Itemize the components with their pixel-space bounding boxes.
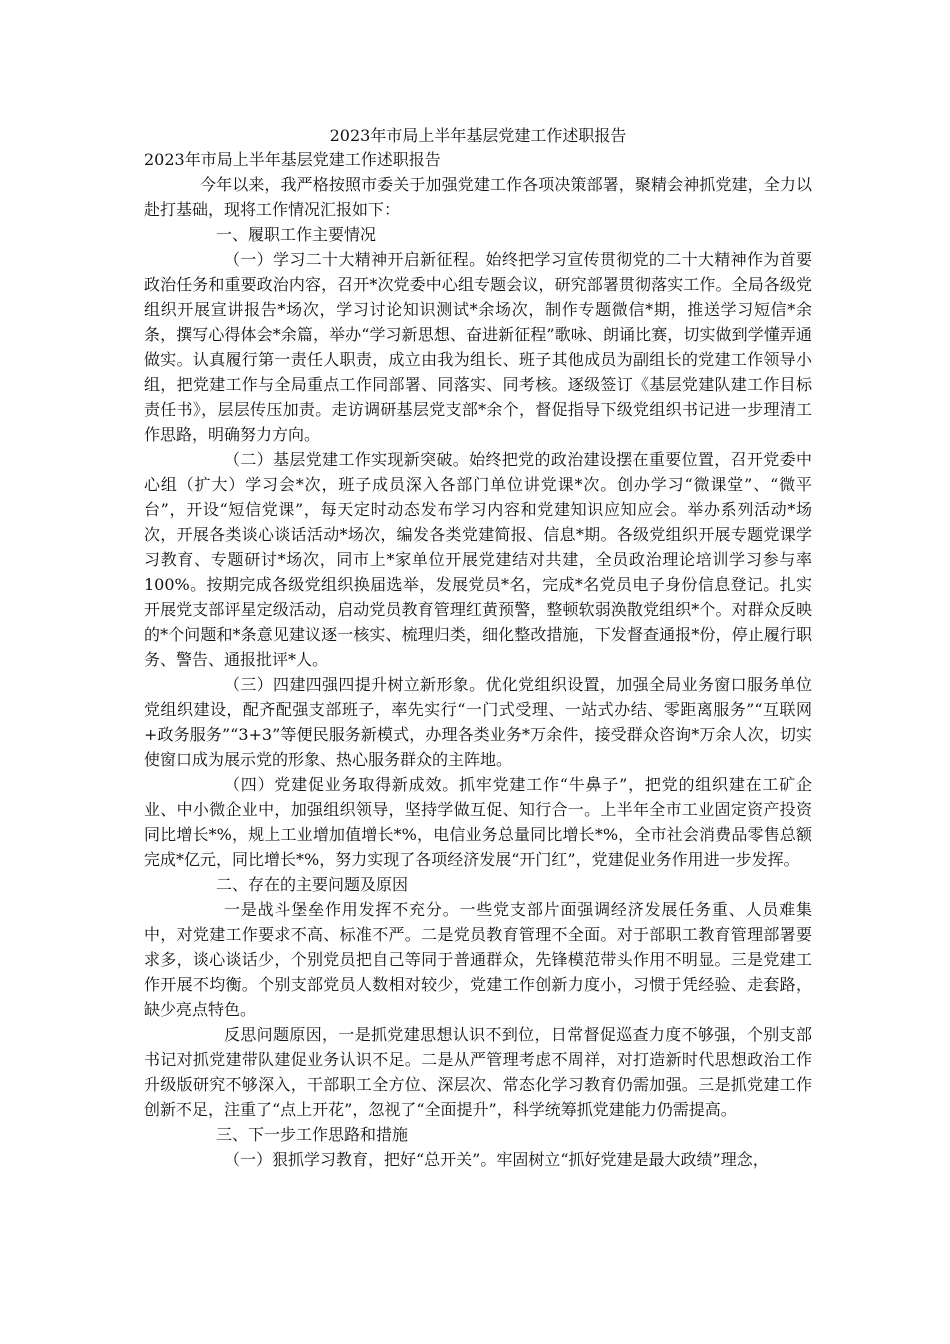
section-1-heading: 一、履职工作主要情况 bbox=[216, 225, 377, 244]
section-1-paragraph-2: （二）基层党建工作实现新突破。始终把党的政治建设摆在重要位置，召开党委中心组（扩大）学习会*次，班子成员深入各部门单位讲党课*次。创办学习“微课堂”、“微平台”，开设“短信党课”，每天定时动态发布学习内容和党建知识应知应会。举办系列活动*场次，开展各类谈心谈话活动*场次，编发各类党建简报、信息*期。各级党组织开展专题党课学习教育、专题研讨*场次，同市上*家单位开展党建结对共建，全员政治理论培训学习参与率100%。按期完成各级党组织换届选举，发展党员*名，完成*名党员电子身份信息登记。扎实开展党支部评星定级活动，启动党员教育管理红黄预警，整顿软弱涣散党组织*个。对群众反映的*个问题和*条意见建议逐一核实、梳理归类，细化整改措施，下发督查通报*份，停止履行职务、警告、通报批评*人。 bbox=[144, 450, 812, 669]
section-2-paragraph-2: 反思问题原因，一是抓党建思想认识不到位，日常督促巡查力度不够强，个别支部书记对抓党建带队建促业务认识不足。二是从严管理考虑不周祥，对打造新时代思想政治工作升级版研究不够深入，干部职工全方位、深层次、常态化学习教育仍需加强。三是抓党建工作创新不足，注重了“点上开花”，忽视了“全面提升”，科学统筹抓党建能力仍需提高。 bbox=[144, 1025, 812, 1119]
section-2-heading: 二、存在的主要问题及原因 bbox=[216, 875, 409, 894]
document-title: 2023年市局上半年基层党建工作述职报告 bbox=[329, 126, 627, 145]
document-subtitle: 2023年市局上半年基层党建工作述职报告 bbox=[144, 150, 441, 169]
intro-paragraph: 今年以来，我严格按照市委关于加强党建工作各项决策部署，聚精会神抓党建，全力以赴打基础，现将工作情况汇报如下： bbox=[144, 175, 812, 219]
section-3-heading: 三、下一步工作思路和措施 bbox=[216, 1125, 409, 1144]
section-3-paragraph-1: （一）狠抓学习教育，把好“总开关”。牢固树立“抓好党建是最大政绩”理念， bbox=[224, 1150, 769, 1169]
section-1-paragraph-4: （四）党建促业务取得新成效。抓牢党建工作“牛鼻子”，把党的组织建在工矿企业、中小微企业中，加强组织领导，坚持学做互促、知行合一。上半年全市工业固定资产投资同比增长*%，规上工业增加值增长*%，电信业务总量同比增长*%，全市社会消费品零售总额完成*亿元，同比增长*%，努力实现了各项经济发展“开门红”，党建促业务作用进一步发挥。 bbox=[144, 775, 812, 869]
section-1-paragraph-1: （一）学习二十大精神开启新征程。始终把学习宣传贯彻党的二十大精神作为首要政治任务和重要政治内容，召开*次党委中心组专题会议，研究部署贯彻落实工作。全局各级党组织开展宣讲报告*场次，学习讨论知识测试*余场次，制作专题微信*期，推送学习短信*余条，撰写心得体会*余篇，举办“学习新思想、奋进新征程”歌咏、朗诵比赛，切实做到学懂弄通做实。认真履行第一责任人职责，成立由我为组长、班子其他成员为副组长的党建工作领导小组，把党建工作与全局重点工作同部署、同落实、同考核。逐级签订《基层党建队建工作目标责任书》，层层传压加责。走访调研基层党支部*余个，督促指导下级党组织书记进一步理清工作思路，明确努力方向。 bbox=[144, 250, 812, 444]
section-2-paragraph-1: 一是战斗堡垒作用发挥不充分。一些党支部片面强调经济发展任务重、人员难集中，对党建工作要求不高、标准不严。二是党员教育管理不全面。对于部职工教育管理部署要求多，谈心谈话少，个别党员把自己等同于普通群众，先锋模范带头作用不明显。三是党建工作开展不均衡。个别支部党员人数相对较少，党建工作创新力度小，习惯于凭经验、走套路，缺少亮点特色。 bbox=[144, 900, 812, 1019]
section-1-paragraph-3: （三）四建四强四提升树立新形象。优化党组织设置，加强全局业务窗口服务单位党组织建设，配齐配强支部班子，率先实行“一门式受理、一站式办结、零距离服务”“互联网+政务服务”“3+3”等便民服务新模式，办理各类业务*万余件，接受群众咨询*万余人次，切实使窗口成为展示党的形象、热心服务群众的主阵地。 bbox=[144, 675, 812, 769]
document-page bbox=[144, 124, 812, 1172]
